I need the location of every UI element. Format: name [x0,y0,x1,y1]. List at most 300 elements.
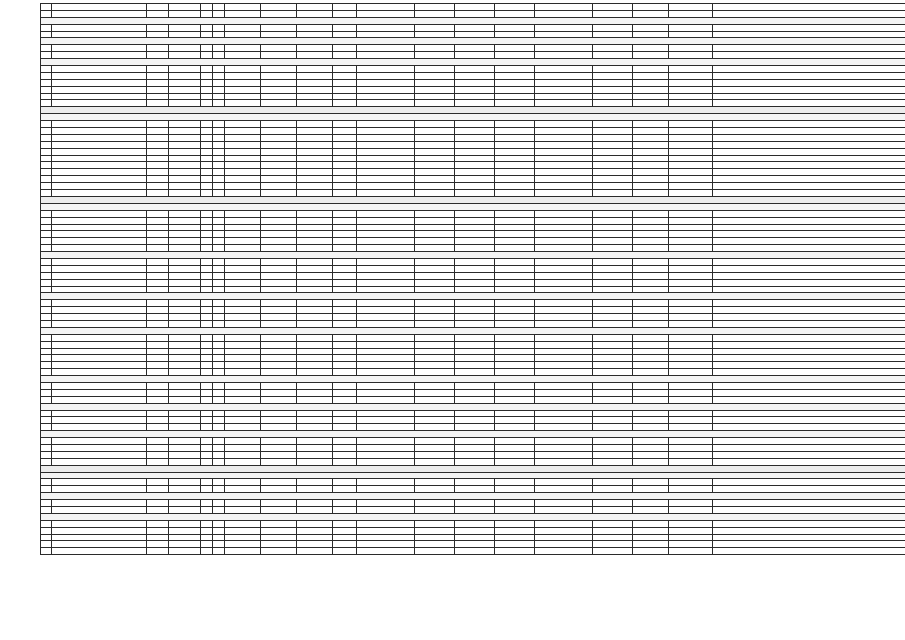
cell-owner-method [713,66,905,73]
cell-owner-method [713,141,905,148]
cell-cost-c [495,128,535,135]
cell-cost-a [415,45,455,52]
cell-cost-c [495,176,535,183]
cell-row-number [41,100,52,107]
cell-year-built [147,341,169,348]
cell-cost-d [535,265,593,272]
cell-cost-d [535,479,593,486]
cell-year-built [147,238,169,245]
cell-max-cost [633,417,669,424]
cell-cost-a [415,169,455,176]
cell-cost-a [415,79,455,86]
cell-entrances [213,548,225,555]
cell-residential-area [261,141,297,148]
table-row-data [41,169,905,176]
cell-residents [333,438,357,445]
cell-cost-d [535,31,593,38]
cell-residents [333,451,357,458]
cell-cost-b [455,396,495,403]
cell-wall-material [169,258,201,265]
cell-address [52,66,147,73]
cell-cost-c [495,438,535,445]
cell-wall-material [169,272,201,279]
cell-cost-per-sqm [593,10,633,17]
cell-floors [201,527,213,534]
cell-cost-c [495,500,535,507]
cell-cost-c [495,458,535,465]
cell-floors [201,382,213,389]
cell-residents [333,66,357,73]
cell-cost-d [535,451,593,458]
table-row-data [41,141,905,148]
cell-residents [333,417,357,424]
cell-private-area [297,272,333,279]
cell-cost-b [455,500,495,507]
cell-wall-material [169,507,201,514]
cell-year-built [147,148,169,155]
cell-private-area [297,438,333,445]
cell-cost-d [535,52,593,59]
cell-completion-date [669,479,713,486]
cell-max-cost [633,238,669,245]
cell-total-area [225,4,261,11]
cell-year-built [147,382,169,389]
cell-cost-per-sqm [593,541,633,548]
cell-floors [201,438,213,445]
cell-cost-d [535,190,593,197]
cell-year-built [147,300,169,307]
cell-cost-a [415,72,455,79]
cell-entrances [213,45,225,52]
cell-wall-material [169,458,201,465]
cell-completion-date [669,486,713,493]
cell-completion-date [669,520,713,527]
cell-cost-a [415,486,455,493]
cell-year-built [147,86,169,93]
cell-completion-date [669,451,713,458]
cell-owner-method [713,500,905,507]
cell-private-area [297,169,333,176]
cell-residential-area [261,451,297,458]
cell-max-cost [633,176,669,183]
cell-entrances [213,258,225,265]
cell-address [52,520,147,527]
cell-entrances [213,534,225,541]
cell-year-built [147,217,169,224]
cell-cost-d [535,66,593,73]
cell-residents [333,245,357,252]
cell-entrances [213,348,225,355]
cell-year-built [147,445,169,452]
table-row-district [41,196,905,203]
cell-total-cost [357,334,415,341]
cell-cost-b [455,389,495,396]
cell-address [52,265,147,272]
cell-residents [333,121,357,128]
cell-completion-date [669,121,713,128]
cell-cost-per-sqm [593,231,633,238]
cell-max-cost [633,155,669,162]
cell-row-number [41,45,52,52]
cell-wall-material [169,334,201,341]
cell-owner-method [713,479,905,486]
cell-floors [201,183,213,190]
cell-row-number [41,258,52,265]
cell-cost-d [535,520,593,527]
cell-cost-c [495,355,535,362]
cell-address [52,45,147,52]
cell-owner-method [713,369,905,376]
cell-total-area [225,134,261,141]
cell-cost-a [415,93,455,100]
cell-completion-date [669,128,713,135]
table-row-section [41,376,905,383]
cell-residential-area [261,479,297,486]
cell-row-number [41,93,52,100]
cell-completion-date [669,424,713,431]
cell-total-area [225,458,261,465]
cell-owner-method [713,10,905,17]
cell-wall-material [169,155,201,162]
cell-total-cost [357,128,415,135]
cell-completion-date [669,72,713,79]
cell-cost-c [495,334,535,341]
table-row-section [41,252,905,259]
table-row-data [41,4,905,11]
cell-private-area [297,238,333,245]
cell-row-number [41,31,52,38]
cell-completion-date [669,231,713,238]
cell-cost-b [455,72,495,79]
cell-completion-date [669,348,713,355]
cell-floors [201,121,213,128]
cell-completion-date [669,176,713,183]
cell-total-area [225,520,261,527]
cell-entrances [213,31,225,38]
table-row-subtotal [41,31,905,38]
cell-wall-material [169,389,201,396]
cell-row-number [41,52,52,59]
cell-max-cost [633,424,669,431]
cell-owner-method [713,128,905,135]
cell-address [52,362,147,369]
table-row-total [41,190,905,197]
cell-cost-d [535,272,593,279]
cell-cost-a [415,507,455,514]
cell-private-area [297,451,333,458]
cell-year-built [147,128,169,135]
cell-cost-d [535,258,593,265]
cell-cost-per-sqm [593,286,633,293]
cell-cost-a [415,438,455,445]
cell-address [52,169,147,176]
cell-wall-material [169,31,201,38]
cell-cost-b [455,4,495,11]
section-label [41,403,905,410]
cell-wall-material [169,320,201,327]
cell-residents [333,148,357,155]
cell-year-built [147,162,169,169]
table-row-data [41,176,905,183]
cell-floors [201,265,213,272]
cell-address [52,369,147,376]
cell-max-cost [633,190,669,197]
cell-entrances [213,424,225,431]
table-row-subtotal [41,320,905,327]
cell-cost-d [535,445,593,452]
cell-address [52,245,147,252]
cell-total-area [225,500,261,507]
cell-completion-date [669,148,713,155]
cell-completion-date [669,31,713,38]
cell-cost-c [495,548,535,555]
cell-private-area [297,410,333,417]
cell-year-built [147,183,169,190]
cell-cost-b [455,169,495,176]
cell-owner-method [713,217,905,224]
cell-owner-method [713,438,905,445]
table-row-section [41,59,905,66]
cell-address [52,410,147,417]
cell-total-cost [357,500,415,507]
cell-entrances [213,286,225,293]
cell-owner-method [713,314,905,321]
cell-cost-b [455,334,495,341]
cell-cost-c [495,286,535,293]
table-row-data [41,265,905,272]
cell-year-built [147,486,169,493]
cell-total-area [225,72,261,79]
cell-floors [201,486,213,493]
table-row-data [41,534,905,541]
table-row-data [41,238,905,245]
cell-cost-c [495,479,535,486]
cell-cost-per-sqm [593,258,633,265]
cell-entrances [213,369,225,376]
cell-floors [201,66,213,73]
cell-cost-d [535,362,593,369]
cell-cost-a [415,458,455,465]
cell-max-cost [633,217,669,224]
cell-total-area [225,148,261,155]
cell-private-area [297,424,333,431]
cell-row-number [41,355,52,362]
cell-floors [201,458,213,465]
cell-cost-b [455,190,495,197]
cell-cost-c [495,162,535,169]
cell-residential-area [261,314,297,321]
table-row-total [41,100,905,107]
cell-residential-area [261,210,297,217]
cell-max-cost [633,451,669,458]
cell-cost-a [415,245,455,252]
cell-max-cost [633,369,669,376]
cell-private-area [297,31,333,38]
cell-owner-method [713,486,905,493]
cell-max-cost [633,210,669,217]
table-row-section [41,513,905,520]
cell-total-area [225,24,261,31]
cell-cost-a [415,479,455,486]
cell-entrances [213,341,225,348]
cell-year-built [147,286,169,293]
cell-private-area [297,190,333,197]
cell-residents [333,479,357,486]
cell-row-number [41,238,52,245]
cell-private-area [297,231,333,238]
cell-max-cost [633,183,669,190]
cell-cost-b [455,307,495,314]
cell-cost-per-sqm [593,190,633,197]
cell-cost-c [495,314,535,321]
cell-cost-a [415,307,455,314]
cell-total-area [225,527,261,534]
cell-private-area [297,479,333,486]
cell-residential-area [261,534,297,541]
cell-cost-a [415,500,455,507]
cell-completion-date [669,458,713,465]
cell-owner-method [713,272,905,279]
cell-owner-method [713,162,905,169]
cell-wall-material [169,500,201,507]
cell-completion-date [669,320,713,327]
cell-cost-b [455,93,495,100]
cell-cost-b [455,141,495,148]
table-row-data [41,445,905,452]
cell-row-number [41,307,52,314]
cell-cost-a [415,451,455,458]
cell-completion-date [669,286,713,293]
cell-address [52,86,147,93]
cell-cost-a [415,24,455,31]
cell-cost-per-sqm [593,224,633,231]
cell-residential-area [261,245,297,252]
cell-cost-per-sqm [593,479,633,486]
cell-entrances [213,382,225,389]
cell-year-built [147,438,169,445]
cell-wall-material [169,355,201,362]
cell-floors [201,45,213,52]
cell-owner-method [713,279,905,286]
cell-cost-per-sqm [593,4,633,11]
cell-cost-d [535,100,593,107]
cell-completion-date [669,258,713,265]
cell-cost-d [535,382,593,389]
cell-wall-material [169,45,201,52]
cell-cost-a [415,272,455,279]
cell-row-number [41,176,52,183]
cell-floors [201,31,213,38]
cell-year-built [147,10,169,17]
cell-completion-date [669,438,713,445]
cell-row-number [41,486,52,493]
cell-cost-a [415,279,455,286]
cell-cost-a [415,10,455,17]
cell-completion-date [669,500,713,507]
cell-total-cost [357,479,415,486]
cell-cost-a [415,445,455,452]
cell-cost-a [415,362,455,369]
cell-max-cost [633,362,669,369]
cell-residential-area [261,52,297,59]
cell-owner-method [713,24,905,31]
cell-floors [201,190,213,197]
cell-max-cost [633,307,669,314]
cell-cost-c [495,66,535,73]
cell-row-number [41,141,52,148]
cell-entrances [213,486,225,493]
cell-private-area [297,79,333,86]
table-row-section [41,493,905,500]
cell-cost-b [455,155,495,162]
cell-residents [333,486,357,493]
cell-total-cost [357,307,415,314]
cell-entrances [213,128,225,135]
cell-wall-material [169,245,201,252]
cell-owner-method [713,45,905,52]
cell-year-built [147,169,169,176]
cell-address [52,52,147,59]
cell-address [52,210,147,217]
cell-cost-a [415,320,455,327]
cell-completion-date [669,238,713,245]
cell-total-cost [357,279,415,286]
cell-cost-per-sqm [593,534,633,541]
cell-residents [333,45,357,52]
cell-cost-per-sqm [593,279,633,286]
cell-max-cost [633,231,669,238]
cell-residential-area [261,424,297,431]
cell-max-cost [633,479,669,486]
cell-year-built [147,79,169,86]
cell-owner-method [713,210,905,217]
cell-wall-material [169,486,201,493]
cell-cost-b [455,548,495,555]
cell-owner-method [713,300,905,307]
cell-residents [333,258,357,265]
cell-cost-c [495,451,535,458]
cell-cost-per-sqm [593,320,633,327]
cell-cost-c [495,72,535,79]
cell-floors [201,396,213,403]
cell-total-area [225,238,261,245]
section-label [41,114,905,121]
cell-cost-b [455,410,495,417]
cell-floors [201,362,213,369]
cell-completion-date [669,79,713,86]
cell-cost-a [415,389,455,396]
cell-owner-method [713,451,905,458]
cell-max-cost [633,341,669,348]
cell-floors [201,258,213,265]
cell-floors [201,141,213,148]
cell-cost-a [415,541,455,548]
cell-total-cost [357,458,415,465]
cell-residential-area [261,382,297,389]
cell-private-area [297,100,333,107]
cell-private-area [297,245,333,252]
cell-year-built [147,417,169,424]
cell-cost-b [455,272,495,279]
cell-wall-material [169,424,201,431]
cell-owner-method [713,265,905,272]
cell-entrances [213,79,225,86]
cell-max-cost [633,121,669,128]
cell-cost-b [455,148,495,155]
cell-residential-area [261,217,297,224]
cell-total-area [225,217,261,224]
cell-cost-a [415,134,455,141]
